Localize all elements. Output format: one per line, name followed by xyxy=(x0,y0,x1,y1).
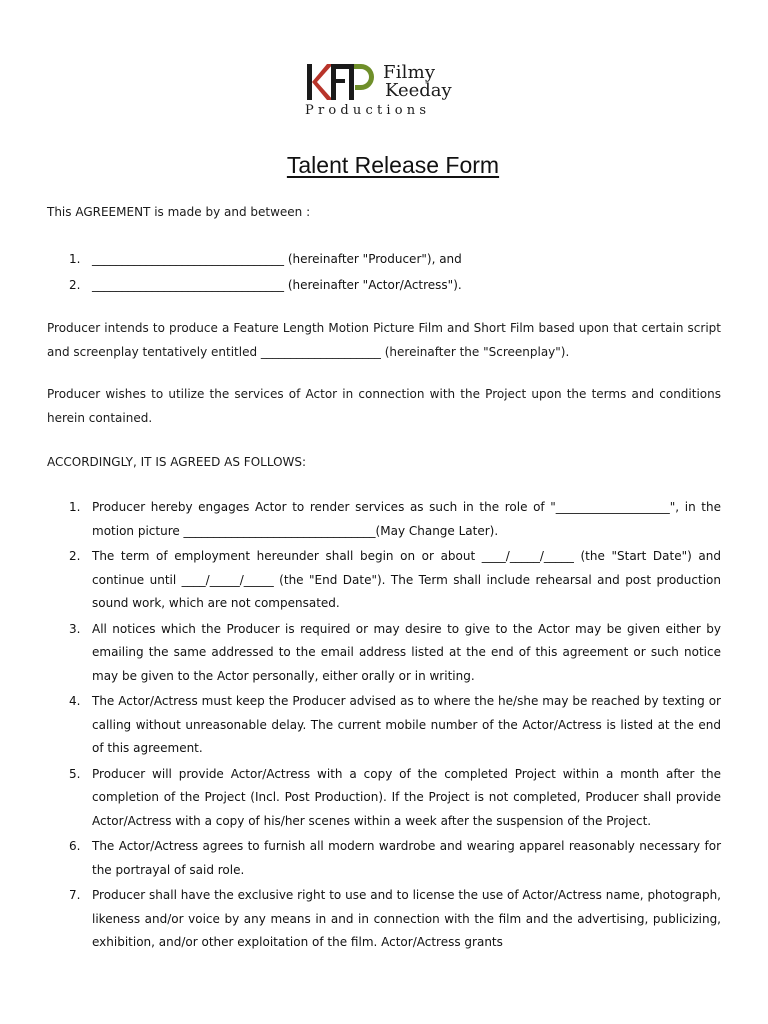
term-item xyxy=(47,545,721,616)
company-logo xyxy=(305,62,465,122)
term-text: All notices which the Producer is required or may desire to give to the Actor may be given either by emailing the same addressed to the email address listed at the end of this agreement or such notice may be given to the Actor personally, either orally or in writing. xyxy=(92,621,721,683)
party-item xyxy=(47,272,721,298)
party-text: ________________________________ (hereinafter "Actor/Actress"). xyxy=(92,278,462,292)
party-number: 2. xyxy=(69,278,81,292)
logo-text-keeday: Keeday xyxy=(385,80,452,101)
term-text: The Actor/Actress agrees to furnish all modern wardrobe and wearing apparel reasonably necessary for the portrayal of said role. xyxy=(92,839,721,877)
term-number: 6. xyxy=(69,839,81,853)
term-item xyxy=(47,496,721,543)
party-text: ________________________________ (hereinafter "Producer"), and xyxy=(92,252,462,266)
term-item xyxy=(47,835,721,882)
party-list xyxy=(47,246,721,298)
paragraph-intent: Producer intends to produce a Feature Length Motion Picture Film and Short Film based upon that certain script and screenplay tentatively entitled ____________________ (hereinafter the "Screenplay"). xyxy=(47,321,721,359)
term-number: 1. xyxy=(69,500,81,514)
intro-text: This AGREEMENT is made by and between : xyxy=(47,205,311,219)
logo-text-productions: Productions xyxy=(305,103,431,118)
terms-list xyxy=(47,496,721,957)
term-text: Producer will provide Actor/Actress with a copy of the completed Project within a month after the completion of the Project (Incl. Post Production). If the Project is not completed, Producer shall provide Actor/Actress with a copy of his/her scenes within a week after the suspension of the Project. xyxy=(92,766,721,828)
section-heading-accordingly: ACCORDINGLY, IT IS AGREED AS FOLLOWS: xyxy=(47,455,307,469)
party-item xyxy=(47,246,721,272)
paragraph-services: Producer wishes to utilize the services of Actor in connection with the Project upon the terms and conditions herein contained. xyxy=(47,387,721,425)
logo-text-filmy: Filmy xyxy=(383,62,436,83)
term-item xyxy=(47,618,721,689)
term-text: The term of employment hereunder shall begin on or about ____/_____/_____ (the "Start Date") and continue until ____/_____/_____ (the "End Date"). The Term shall include rehearsal and post production sound work, which are not compensated. xyxy=(92,549,721,610)
kfp-logo-mark-icon xyxy=(305,62,385,104)
term-item xyxy=(47,884,721,955)
term-number: 3. xyxy=(69,621,81,636)
term-number: 4. xyxy=(69,694,81,708)
document-title: Talent Release Form xyxy=(286,152,500,178)
term-item xyxy=(47,690,721,761)
term-item xyxy=(47,763,721,834)
term-number: 7. xyxy=(69,888,81,902)
term-number: 5. xyxy=(69,766,81,781)
term-text: Producer hereby engages Actor to render services as such in the role of "___________________", in the motion picture ________________________________(May Change Later). xyxy=(92,500,721,538)
term-text: Producer shall have the exclusive right to use and to license the use of Actor/Actress name, photograph, likeness and/or voice by any means in and in connection with the film and the advertising, publicizing, exhibition, and/or other exploitation of the film. Actor/Actress grants xyxy=(92,888,721,949)
party-number: 1. xyxy=(69,252,81,266)
term-number: 2. xyxy=(69,549,81,563)
term-text: The Actor/Actress must keep the Producer advised as to where the he/she may be reached by texting or calling without unreasonable delay. The current mobile number of the Actor/Actress is listed at the end of this agreement. xyxy=(92,694,721,755)
